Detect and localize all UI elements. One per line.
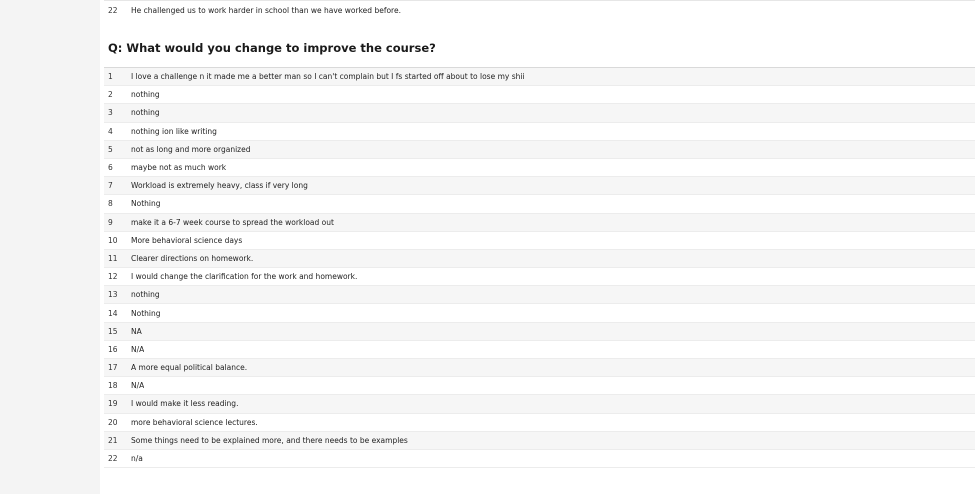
response-number: 21 (108, 435, 118, 445)
response-number: 22 (108, 6, 118, 15)
table-row (104, 250, 975, 268)
table-row (104, 104, 975, 122)
response-text: n/a (131, 454, 143, 464)
table-row (104, 432, 975, 450)
response-text: Some things need to be explained more, and there needs to be examples (131, 435, 408, 445)
response-text: nothing (131, 108, 160, 118)
table-row (104, 68, 975, 86)
response-number: 15 (108, 326, 118, 336)
response-number: 9 (108, 217, 113, 227)
response-text: He challenged us to work harder in school than we have worked before. (131, 6, 401, 15)
response-number: 10 (108, 235, 118, 245)
response-text: I love a challenge n it made me a better man so I can't complain but I fs started off about to lose my shii (131, 72, 525, 82)
response-text: N/A (131, 381, 145, 391)
response-number: 1 (108, 72, 113, 82)
response-text: nothing (131, 290, 160, 300)
response-number: 5 (108, 144, 113, 154)
table-row (104, 395, 975, 413)
response-text: nothing (131, 90, 160, 100)
responses-table (104, 67, 975, 468)
response-text: A more equal political balance. (131, 363, 248, 373)
response-number: 13 (108, 290, 118, 300)
response-text: more behavioral science lectures. (131, 417, 258, 427)
response-number: 22 (108, 454, 118, 464)
question-heading: Q: What would you change to improve the course? (108, 41, 436, 55)
table-row (104, 232, 975, 250)
table-row (104, 414, 975, 432)
response-number: 8 (108, 199, 113, 209)
table-row (104, 177, 975, 195)
table-row (104, 323, 975, 341)
response-text: Workload is extremely heavy, class if very long (131, 181, 308, 191)
response-text: Nothing (131, 308, 161, 318)
response-number: 16 (108, 344, 118, 354)
response-number: 2 (108, 90, 113, 100)
response-text: More behavioral science days (131, 235, 243, 245)
response-text: NA (131, 326, 142, 336)
response-text: make it a 6-7 week course to spread the workload out (131, 217, 334, 227)
table-row (104, 359, 975, 377)
response-text: N/A (131, 344, 145, 354)
response-text: not as long and more organized (131, 144, 251, 154)
response-number: 3 (108, 108, 113, 118)
table-row (104, 450, 975, 468)
response-number: 7 (108, 181, 113, 191)
response-number: 19 (108, 399, 118, 409)
response-text: nothing ion like writing (131, 126, 217, 136)
response-number: 17 (108, 363, 118, 373)
table-row (104, 377, 975, 395)
response-number: 6 (108, 163, 113, 173)
previous-response-row (104, 0, 975, 20)
table-row (104, 159, 975, 177)
table-row (104, 195, 975, 213)
table-row (104, 86, 975, 104)
survey-report-panel (100, 0, 975, 494)
response-text: I would make it less reading. (131, 399, 239, 409)
table-row (104, 286, 975, 304)
response-number: 20 (108, 417, 118, 427)
response-number: 18 (108, 381, 118, 391)
response-number: 4 (108, 126, 113, 136)
table-row (104, 268, 975, 286)
table-row (104, 123, 975, 141)
left-gutter (0, 0, 100, 494)
response-number: 14 (108, 308, 118, 318)
response-text: maybe not as much work (131, 163, 227, 173)
response-text: Nothing (131, 199, 161, 209)
table-row (104, 304, 975, 322)
table-row (104, 141, 975, 159)
table-row (104, 214, 975, 232)
response-text: I would change the clarification for the work and homework. (131, 272, 358, 282)
response-number: 12 (108, 272, 118, 282)
response-text: Clearer directions on homework. (131, 253, 254, 263)
table-row (104, 341, 975, 359)
response-number: 11 (108, 253, 118, 263)
